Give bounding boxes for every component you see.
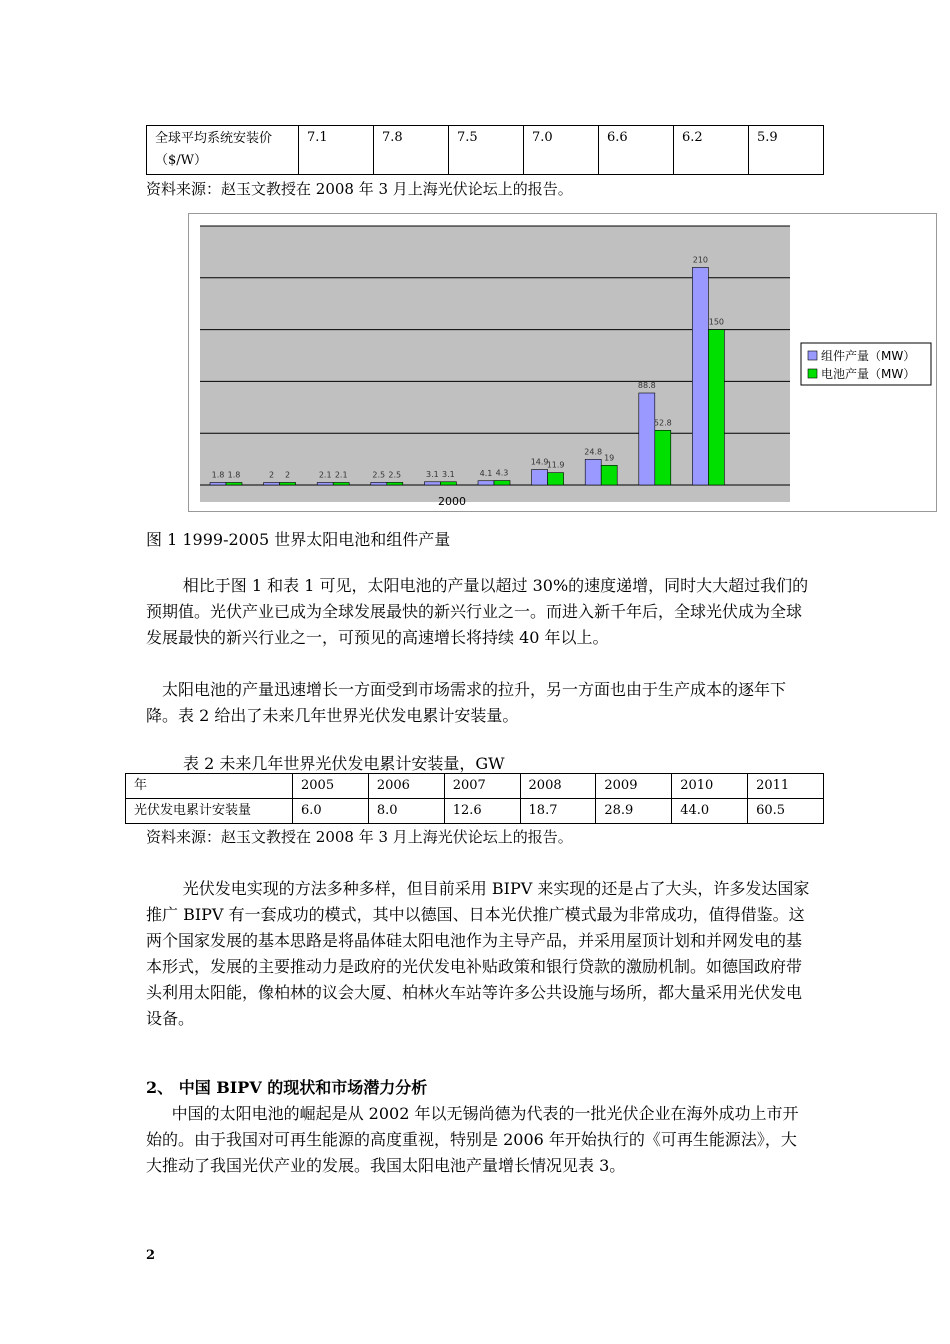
table-cell: 60.5 xyxy=(748,799,824,824)
table-cell: 7.5 xyxy=(449,126,524,175)
bar-series-a xyxy=(210,483,226,486)
bar-series-b xyxy=(280,483,296,486)
table-row-label xyxy=(147,126,299,175)
data-label-series-a: 1.8 xyxy=(211,470,225,480)
data-label-series-a: 2 xyxy=(269,470,275,480)
row-label-line1: 全球平均系统安装价 xyxy=(155,131,273,146)
page-number: 2 xyxy=(146,1248,156,1263)
data-label-series-a: 3.1 xyxy=(426,469,439,479)
data-label-series-b: 19 xyxy=(604,453,615,463)
table-header-cell: 2010 xyxy=(672,774,748,799)
table-row xyxy=(126,799,824,824)
bar-series-b xyxy=(226,483,242,486)
paragraph: 太阳电池的产量迅速增长一方面受到市场需求的拉升，另一方面也由于生产成本的逐年下降。表 2 给出了未来几年世界光伏发电累计安装量。 xyxy=(146,680,787,725)
bar-series-b xyxy=(440,482,456,485)
table-cell: 7.1 xyxy=(299,126,374,175)
data-label-series-b: 2.1 xyxy=(334,470,348,480)
table-header-cell: 2011 xyxy=(748,774,824,799)
table-row xyxy=(147,126,824,175)
table-cell: 18.7 xyxy=(520,799,596,824)
x-axis-label: 2000 xyxy=(438,495,466,508)
paragraph: 中国的太阳电池的崛起是从 2002 年以无锡尚德为代表的一批光伏企业在海外成功上市开始的。由于我国对可再生能源的高度重视，特别是 2006 年开始执行的《可再生能源法》，大大推动了我国光伏产业的发展。我国太阳电池产量增长情况见表 3。 xyxy=(146,1104,799,1175)
table-header-label: 年 xyxy=(126,774,293,799)
bar-series-b xyxy=(655,430,671,485)
table-cell: 6.6 xyxy=(599,126,674,175)
table-row-label: 光伏发电累计安装量 xyxy=(126,799,293,824)
table-cell: 7.0 xyxy=(524,126,599,175)
data-label-series-a: 88.8 xyxy=(637,381,656,391)
bar-series-a xyxy=(424,482,440,485)
bar-series-b xyxy=(708,330,724,485)
data-label-series-a: 2.1 xyxy=(318,470,332,480)
table-header-cell: 2005 xyxy=(293,774,369,799)
table-cell: 12.6 xyxy=(444,799,520,824)
bar-chart-svg xyxy=(189,214,936,511)
table-cell: 6.2 xyxy=(674,126,749,175)
bar-series-b xyxy=(601,465,617,485)
bar-series-a xyxy=(371,482,387,485)
data-label-series-b: 2 xyxy=(285,470,291,480)
section-heading: 2、 中国 BIPV 的现状和市场潜力分析 xyxy=(146,1078,428,1097)
data-label-series-b: 3.1 xyxy=(442,469,455,479)
table-cumulative-install xyxy=(125,773,824,824)
source-note: 资料来源：赵玉文教授在 2008 年 3 月上海光伏论坛上的报告。 xyxy=(146,180,573,198)
bar-series-b xyxy=(548,473,564,485)
table-cell: 44.0 xyxy=(672,799,748,824)
table-header-cell: 2007 xyxy=(444,774,520,799)
table-header-cell: 2008 xyxy=(520,774,596,799)
legend-label-series-b: 电池产量（MW） xyxy=(821,367,916,381)
data-label-series-b: 52.8 xyxy=(653,418,672,428)
data-label-series-a: 14.9 xyxy=(530,457,549,467)
table-cell: 8.0 xyxy=(368,799,444,824)
table-cell: 7.8 xyxy=(374,126,449,175)
bar-series-a xyxy=(317,483,333,486)
paragraph: 相比于图 1 和表 1 可见，太阳电池的产量以超过 30%的速度递增，同时大大超过我们的预期值。光伏产业已成为全球发展最快的新兴行业之一。而进入新千年后，全球光伏成为全球发展最快的新兴行业之一，可预见的高速增长将持续 40 年以上。 xyxy=(146,576,809,647)
data-label-series-b: 4.3 xyxy=(495,468,509,478)
bar-series-a xyxy=(692,267,708,485)
figure-caption: 图 1 1999-2005 世界太阳电池和组件产量 xyxy=(146,530,451,549)
data-label-series-a: 24.8 xyxy=(584,447,603,457)
table-cell: 6.0 xyxy=(293,799,369,824)
table-caption: 表 2 未来几年世界光伏发电累计安装量，GW xyxy=(183,754,505,773)
bar-series-a xyxy=(532,470,548,485)
data-label-series-b: 150 xyxy=(708,317,725,327)
bar-series-b xyxy=(333,483,349,486)
table-install-price xyxy=(146,125,824,175)
bar-series-a xyxy=(639,393,655,485)
bar-series-b xyxy=(387,482,403,485)
legend-swatch-series-b xyxy=(808,369,817,378)
data-label-series-b: 2.5 xyxy=(388,470,402,480)
bar-series-b xyxy=(494,481,510,485)
table-header-cell: 2006 xyxy=(368,774,444,799)
legend-swatch-series-a xyxy=(808,351,817,360)
table-header-row xyxy=(126,774,824,799)
data-label-series-a: 4.1 xyxy=(479,468,493,478)
bar-series-a xyxy=(478,481,494,485)
source-note: 资料来源：赵玉文教授在 2008 年 3 月上海光伏论坛上的报告。 xyxy=(146,828,573,846)
paragraph: 光伏发电实现的方法多种多样，但目前采用 BIPV 来实现的还是占了大头，许多发达国家推广 BIPV 有一套成功的模式，其中以德国、日本光伏推广模式最为非常成功，值得借鉴。这两个国家发展的基本思路是将晶体硅太阳电池作为主导产品，并采用屋顶计划和并网发电的基本形式，发展的主要推动力是政府的光伏发电补贴政策和银行贷款的激励机制。如德国政府带头利用太阳能，像柏林的议会大厦、柏林火车站等许多公共设施与场所，都大量采用光伏发电设备。 xyxy=(146,879,810,1028)
bar-series-a xyxy=(585,459,601,485)
row-label-line2: （$/W） xyxy=(155,153,208,168)
data-label-series-b: 1.8 xyxy=(227,470,241,480)
legend-label-series-a: 组件产量（MW） xyxy=(821,349,916,363)
table-header-cell: 2009 xyxy=(596,774,672,799)
table-cell: 5.9 xyxy=(749,126,824,175)
table-cell: 28.9 xyxy=(596,799,672,824)
bar-series-a xyxy=(264,483,280,486)
data-label-series-b: 11.9 xyxy=(546,460,565,470)
production-chart xyxy=(188,213,937,512)
data-label-series-a: 2.5 xyxy=(372,470,386,480)
data-label-series-a: 210 xyxy=(692,255,709,265)
